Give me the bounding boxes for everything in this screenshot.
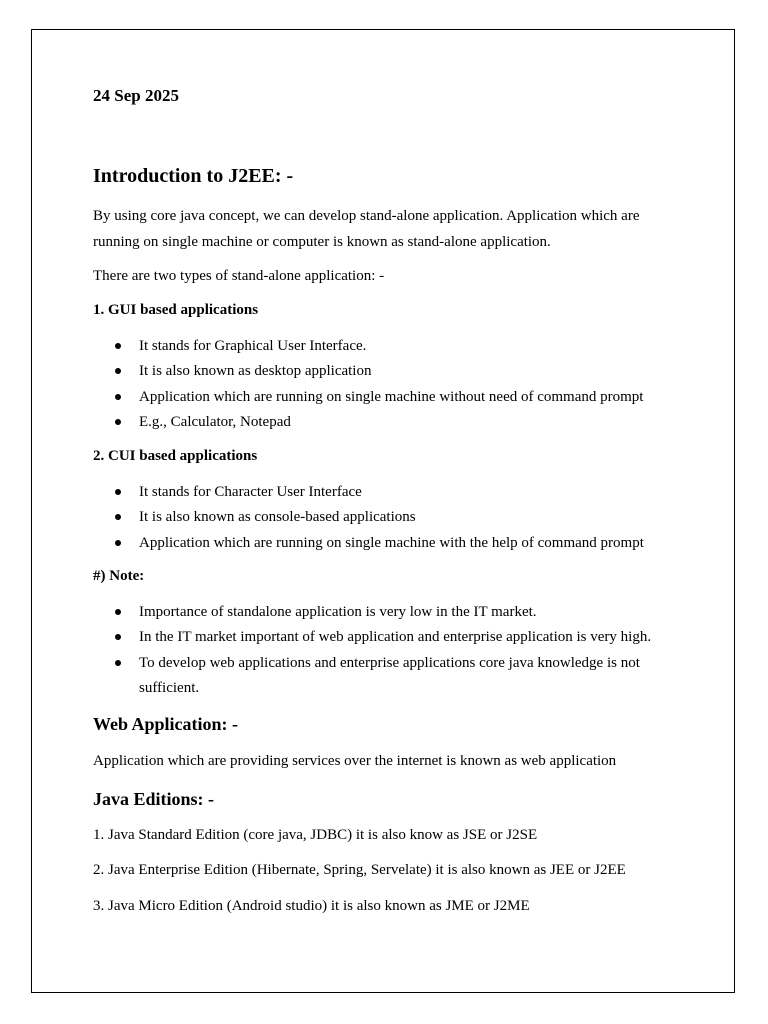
bullet-icon — [115, 394, 121, 400]
bullet-icon — [115, 540, 121, 546]
list-item — [93, 505, 683, 530]
cui-list — [93, 480, 683, 556]
page-title: Introduction to J2EE: - — [93, 165, 294, 187]
edition-item: 3. Java Micro Edition (Android studio) it is also known as JME or J2ME — [93, 898, 530, 914]
document-date: 24 Sep 2025 — [93, 86, 179, 105]
list-item — [93, 359, 683, 384]
list-item — [93, 531, 683, 556]
web-text: Application which are providing services over the internet is known as web application — [93, 753, 617, 769]
gui-heading: 1. GUI based applications — [93, 302, 259, 318]
edition-item: 2. Java Enterprise Edition (Hibernate, Spring, Servelate) it is also known as JEE or J2EE — [93, 862, 626, 878]
bullet-icon — [115, 368, 121, 374]
cui-heading: 2. CUI based applications — [93, 448, 258, 464]
list-item — [93, 600, 683, 625]
note-heading: #) Note: — [93, 568, 145, 584]
list-item-text: Importance of standalone application is very low in the IT market. — [139, 604, 537, 620]
note-list — [93, 600, 683, 701]
types-intro: There are two types of stand-alone application: - — [93, 268, 385, 284]
bullet-icon — [115, 634, 121, 640]
list-item-text: E.g., Calculator, Notepad — [139, 413, 291, 430]
list-item — [93, 651, 683, 701]
bullet-icon — [115, 489, 121, 495]
list-item-text: To develop web applications and enterprise applications core java knowledge is not sufficient. — [139, 654, 640, 696]
bullet-icon — [115, 419, 121, 425]
list-item-text: It stands for Graphical User Interface. — [139, 338, 367, 354]
list-item-text: Application which are running on single machine with the help of command prompt — [139, 534, 644, 551]
bullet-icon — [115, 609, 121, 615]
list-item — [93, 410, 683, 435]
list-item-text: In the IT market important of web application and enterprise application is very high. — [139, 629, 652, 646]
bullet-icon — [115, 343, 121, 349]
list-item — [93, 385, 683, 410]
list-item-text: Application which are running on single machine without need of command prompt — [139, 388, 644, 405]
gui-list — [93, 334, 683, 435]
bullet-icon — [115, 660, 121, 666]
list-item-text: It is also known as desktop application — [139, 363, 372, 380]
list-item — [93, 480, 683, 505]
list-item-text: It stands for Character User Interface — [139, 484, 362, 500]
list-item — [93, 625, 683, 650]
list-item-text: It is also known as console-based applications — [139, 509, 416, 526]
web-heading: Web Application: - — [93, 714, 239, 734]
editions-heading: Java Editions: - — [93, 789, 215, 809]
list-item — [93, 334, 683, 359]
intro-paragraph: By using core java concept, we can develop stand-alone application. Application which are running on single machine or computer is known as stand-alone application. — [93, 208, 640, 250]
bullet-icon — [115, 514, 121, 520]
edition-item: 1. Java Standard Edition (core java, JDBC) it is also know as JSE or J2SE — [93, 827, 538, 843]
